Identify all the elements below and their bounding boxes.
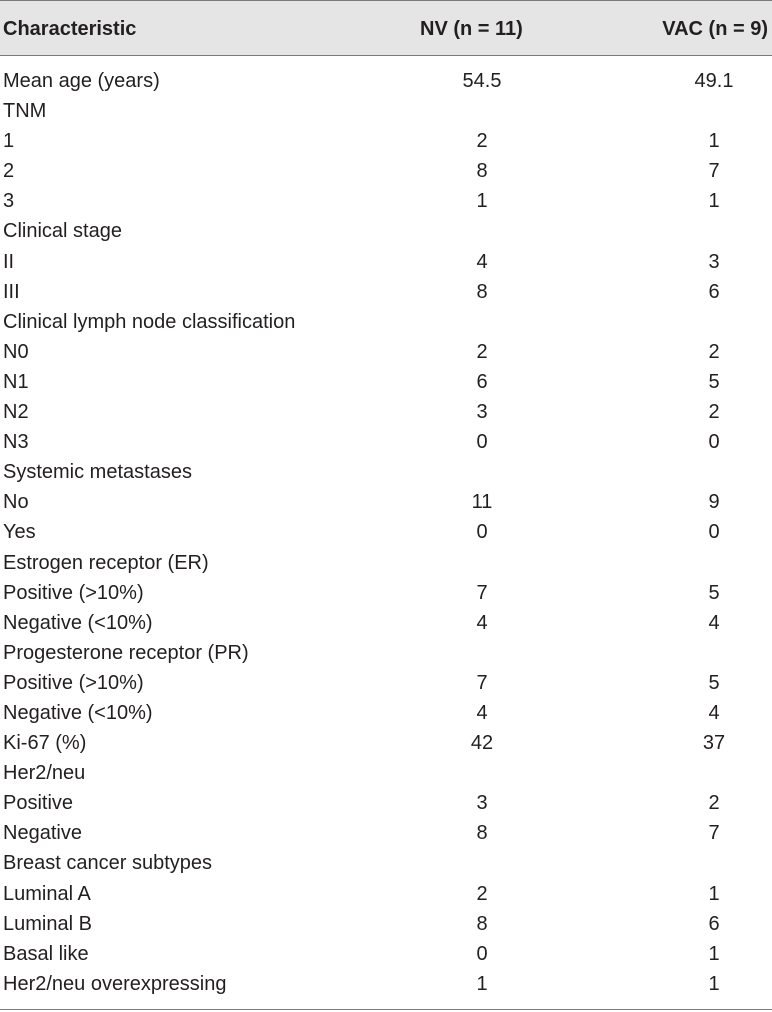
header-vac: VAC (n = 9) bbox=[662, 18, 768, 40]
row-label: Systemic metastases bbox=[3, 461, 192, 484]
vac-value: 5 bbox=[708, 581, 720, 604]
vac-value: 2 bbox=[708, 401, 720, 424]
nv-value: 2 bbox=[476, 882, 488, 905]
row-label: N0 bbox=[3, 340, 29, 363]
nv-value: 4 bbox=[476, 701, 488, 724]
header-nv: NV (n = 11) bbox=[420, 18, 523, 40]
vac-value: 7 bbox=[708, 160, 720, 183]
nv-value: 6 bbox=[476, 370, 488, 393]
table-row bbox=[0, 969, 772, 999]
table-row bbox=[0, 186, 772, 216]
vac-value: 1 bbox=[708, 130, 720, 153]
table-row bbox=[0, 608, 772, 638]
table-row bbox=[0, 247, 772, 277]
nv-value: 4 bbox=[476, 250, 488, 273]
table-row bbox=[0, 397, 772, 427]
nv-value: 54.5 bbox=[462, 70, 502, 92]
row-label: 2 bbox=[3, 160, 15, 183]
table-header bbox=[0, 0, 772, 56]
table-row bbox=[0, 668, 772, 698]
table-row bbox=[0, 879, 772, 909]
table-row bbox=[0, 909, 772, 939]
nv-value: 42 bbox=[470, 732, 494, 755]
nv-value: 11 bbox=[471, 491, 493, 514]
vac-value: 6 bbox=[708, 280, 720, 303]
vac-value: 0 bbox=[708, 521, 720, 544]
table-row bbox=[0, 638, 772, 668]
table-row bbox=[0, 578, 772, 608]
row-label: 3 bbox=[3, 190, 15, 213]
row-label: Estrogen receptor (ER) bbox=[3, 551, 209, 574]
row-label: Yes bbox=[3, 521, 36, 544]
row-label: N3 bbox=[3, 431, 29, 454]
vac-value: 37 bbox=[702, 732, 726, 755]
bottom-rule bbox=[0, 1009, 772, 1010]
row-label: Her2/neu bbox=[3, 762, 86, 785]
row-label: Progesterone receptor (PR) bbox=[3, 641, 249, 664]
table-row bbox=[0, 698, 772, 728]
vac-value: 6 bbox=[708, 912, 720, 935]
vac-value: 49.1 bbox=[694, 70, 734, 92]
vac-value: 1 bbox=[708, 942, 720, 965]
table-row bbox=[0, 126, 772, 156]
nv-value: 2 bbox=[476, 340, 488, 363]
vac-value: 3 bbox=[708, 250, 720, 273]
vac-value: 5 bbox=[708, 370, 720, 393]
vac-value: 9 bbox=[708, 491, 720, 514]
vac-value: 4 bbox=[708, 611, 720, 634]
row-label: N2 bbox=[3, 401, 29, 424]
row-label: 1 bbox=[3, 130, 15, 153]
table-row bbox=[0, 548, 772, 578]
vac-value: 7 bbox=[708, 822, 720, 845]
table-row bbox=[0, 848, 772, 878]
table-body bbox=[0, 66, 772, 999]
nv-value: 0 bbox=[476, 521, 488, 544]
table-row bbox=[0, 156, 772, 186]
table-row bbox=[0, 939, 772, 969]
table-row bbox=[0, 367, 772, 397]
row-label: Positive bbox=[3, 792, 74, 815]
row-label: Positive (>10%) bbox=[3, 671, 144, 694]
table-row bbox=[0, 66, 772, 96]
nv-value: 0 bbox=[476, 431, 488, 454]
vac-value: 2 bbox=[708, 340, 720, 363]
nv-value: 3 bbox=[476, 401, 488, 424]
table-row bbox=[0, 457, 772, 487]
nv-value: 8 bbox=[476, 280, 488, 303]
vac-value: 1 bbox=[708, 972, 720, 995]
row-label: Luminal A bbox=[3, 882, 91, 905]
nv-value: 0 bbox=[476, 942, 488, 965]
nv-value: 7 bbox=[476, 671, 488, 694]
table-row bbox=[0, 788, 772, 818]
row-label: Luminal B bbox=[3, 912, 92, 935]
table-row bbox=[0, 728, 772, 758]
row-label: TNM bbox=[3, 100, 47, 123]
table-row bbox=[0, 307, 772, 337]
nv-value: 1 bbox=[476, 972, 488, 995]
nv-value: 8 bbox=[476, 822, 488, 845]
vac-value: 1 bbox=[708, 190, 720, 213]
nv-value: 8 bbox=[476, 912, 488, 935]
row-label: Ki-67 (%) bbox=[3, 732, 87, 755]
nv-value: 7 bbox=[476, 581, 488, 604]
vac-value: 2 bbox=[708, 792, 720, 815]
header-characteristic: Characteristic bbox=[3, 18, 137, 40]
row-label: Her2/neu overexpressing bbox=[3, 972, 227, 995]
row-label: No bbox=[3, 491, 29, 514]
row-label: Breast cancer subtypes bbox=[3, 852, 212, 875]
row-label: Mean age (years) bbox=[3, 70, 160, 92]
table-row bbox=[0, 758, 772, 788]
nv-value: 4 bbox=[476, 611, 488, 634]
row-label: III bbox=[3, 280, 20, 303]
table-row bbox=[0, 337, 772, 367]
table-row bbox=[0, 517, 772, 547]
row-label: Basal like bbox=[3, 942, 89, 965]
table-row bbox=[0, 427, 772, 457]
table-row bbox=[0, 818, 772, 848]
row-label: Clinical lymph node classification bbox=[3, 310, 296, 333]
table-row bbox=[0, 277, 772, 307]
vac-value: 5 bbox=[708, 671, 720, 694]
nv-value: 3 bbox=[476, 792, 488, 815]
row-label: Negative (<10%) bbox=[3, 611, 153, 634]
nv-value: 8 bbox=[476, 160, 488, 183]
row-label: N1 bbox=[3, 370, 29, 393]
row-label: Positive (>10%) bbox=[3, 581, 144, 604]
nv-value: 2 bbox=[476, 130, 488, 153]
table-row bbox=[0, 96, 772, 126]
table-row bbox=[0, 487, 772, 517]
vac-value: 4 bbox=[708, 701, 720, 724]
row-label: II bbox=[3, 250, 15, 273]
row-label: Negative (<10%) bbox=[3, 701, 153, 724]
vac-value: 0 bbox=[708, 431, 720, 454]
vac-value: 1 bbox=[708, 882, 720, 905]
row-label: Clinical stage bbox=[3, 220, 122, 243]
table-row bbox=[0, 216, 772, 246]
nv-value: 1 bbox=[476, 190, 488, 213]
row-label: Negative bbox=[3, 822, 82, 845]
